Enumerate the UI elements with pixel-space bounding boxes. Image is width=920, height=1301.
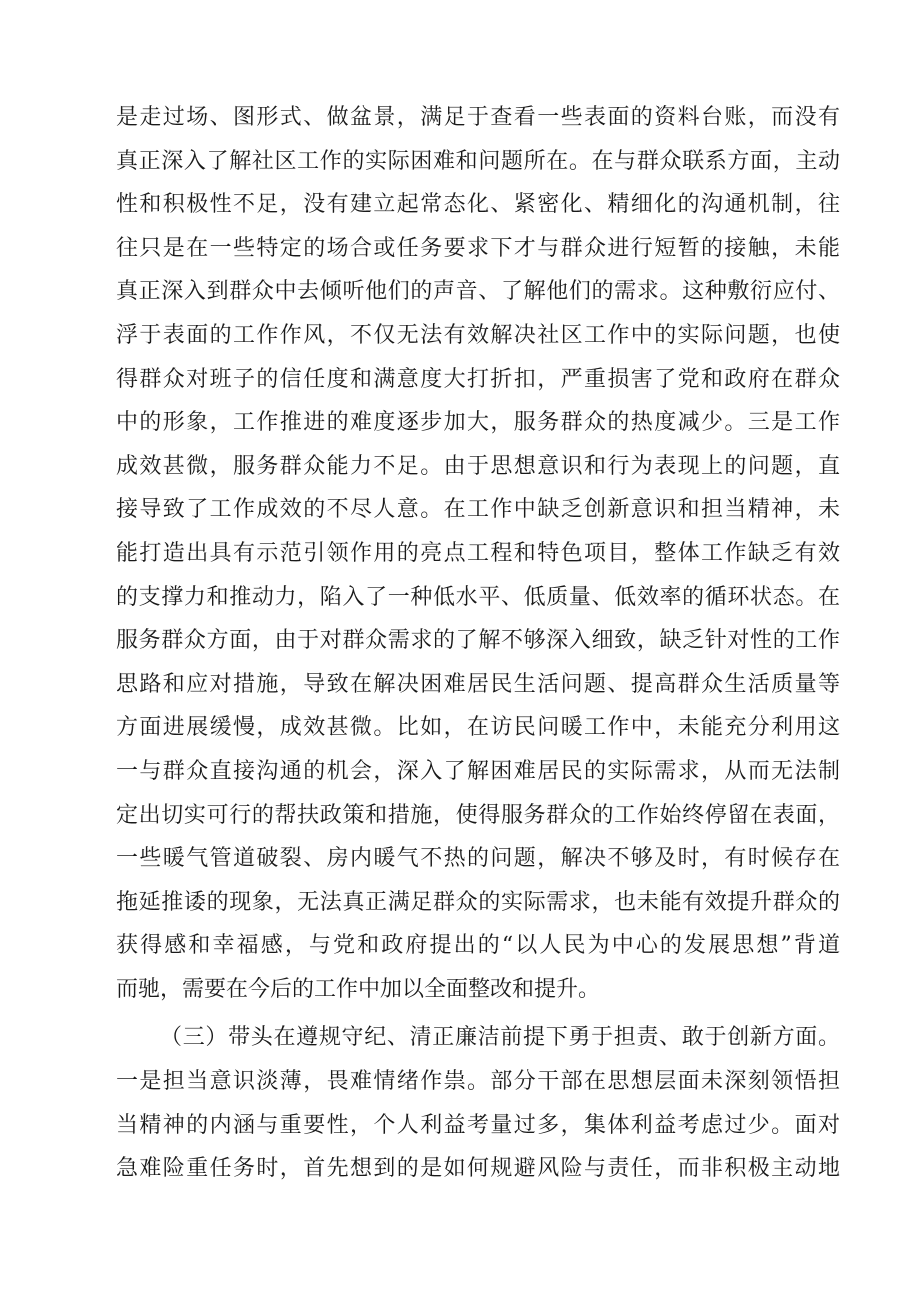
text-line: 浮于表面的工作作风，不仅无法有效解决社区工作中的实际问题，也使 [116,322,840,348]
text-line: 思路和应对措施，导致在解决困难居民生活问题、提高群众生活质量等 [116,671,840,697]
section-heading-line: （三）带头在遵规守纪、清正廉洁前提下勇于担责、敢于创新方面。 [160,1025,840,1051]
text-line: 得群众对班子的信任度和满意度大打折扣，严重损害了党和政府在群众 [116,366,840,392]
text-line: 的支撑力和推动力，陷入了一种低水平、低质量、低效率的循环状态。在 [116,584,840,610]
text-line: 而驰，需要在今后的工作中加以全面整改和提升。 [116,976,601,1002]
body-text [116,96,840,1191]
text-line: 一是担当意识淡薄，畏难情绪作祟。部分干部在思想层面未深刻领悟担 [116,1069,840,1095]
text-line: 获得感和幸福感，与党和政府提出的“以人民为中心的发展思想”背道 [116,933,840,959]
text-line: 一些暖气管道破裂、房内暖气不热的问题，解决不够及时，有时候存在 [116,846,840,872]
text-line: 往只是在一些特定的场合或任务要求下才与群众进行短暂的接触，未能 [116,235,840,261]
text-line: 能打造出具有示范引领作用的亮点工程和特色项目，整体工作缺乏有效 [116,540,840,566]
text-line: 真正深入了解社区工作的实际困难和问题所在。在与群众联系方面，主动 [116,148,840,174]
text-line: 接导致了工作成效的不尽人意。在工作中缺乏创新意识和担当精神，未 [116,497,840,523]
text-line: 一与群众直接沟通的机会，深入了解困难居民的实际需求，从而无法制 [116,758,840,784]
text-line: 中的形象，工作推进的难度逐步加大，服务群众的热度减少。三是工作 [116,410,840,436]
text-line: 性和积极性不足，没有建立起常态化、紧密化、精细化的沟通机制，往 [116,192,840,218]
text-line: 定出切实可行的帮扶政策和措施，使得服务群众的工作始终停留在表面， [116,802,840,828]
text-line: 真正深入到群众中去倾听他们的声音、了解他们的需求。这种敷衍应付、 [116,279,840,305]
text-line: 服务群众方面，由于对群众需求的了解不够深入细致，缺乏针对性的工作 [116,628,840,654]
text-line: 成效甚微，服务群众能力不足。由于思想意识和行为表现上的问题，直 [116,453,840,479]
text-line: 方面进展缓慢，成效甚微。比如，在访民问暖工作中，未能充分利用这 [116,715,840,741]
text-line: 急难险重任务时，首先想到的是如何规避风险与责任，而非积极主动地 [116,1156,840,1182]
text-line: 是走过场、图形式、做盆景，满足于查看一些表面的资料台账，而没有 [116,105,840,130]
text-line: 拖延推诿的现象，无法真正满足群众的实际需求，也未能有效提升群众的 [116,889,840,915]
text-line: 当精神的内涵与重要性，个人利益考量过多，集体利益考虑过少。面对 [116,1112,840,1138]
